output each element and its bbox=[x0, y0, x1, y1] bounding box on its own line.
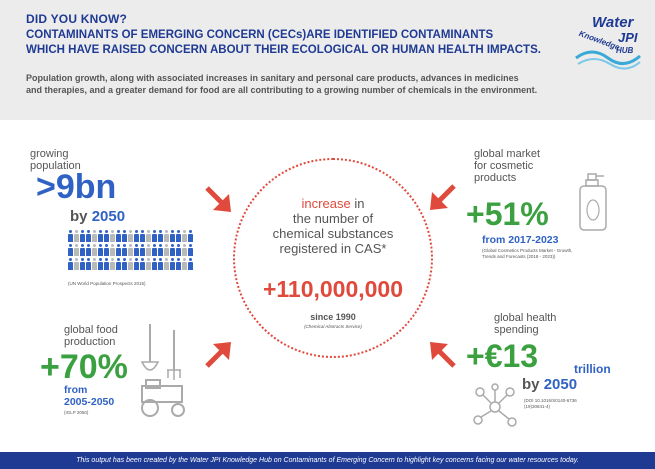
people-icon bbox=[74, 258, 79, 270]
center-source: (Chemical Abstracts Service) bbox=[304, 324, 362, 329]
people-icon bbox=[116, 244, 121, 256]
population-by-year bbox=[70, 208, 125, 225]
center-since: since 1990 bbox=[310, 312, 356, 322]
health-source bbox=[524, 398, 577, 409]
health-source-line-2: (19)30841-4) bbox=[524, 403, 551, 409]
health-unit: trillion bbox=[574, 362, 611, 376]
people-icon bbox=[104, 230, 109, 242]
center-line-3: chemical substances bbox=[272, 226, 394, 241]
people-icon bbox=[140, 244, 145, 256]
cosmetics-period: from 2017-2023 bbox=[482, 234, 559, 246]
people-icon bbox=[140, 230, 145, 242]
arrow-icon-top-right bbox=[426, 182, 458, 214]
health-source-line-1: (DOI 10.1016/S0140-6736 bbox=[524, 398, 577, 403]
people-icon bbox=[116, 258, 121, 270]
center-line-1 bbox=[233, 196, 433, 211]
people-icon bbox=[152, 258, 157, 270]
people-icon bbox=[146, 258, 151, 270]
people-icon bbox=[134, 230, 139, 242]
people-icon bbox=[110, 230, 115, 242]
center-in-word: in bbox=[354, 196, 365, 211]
farming-icons bbox=[134, 322, 196, 420]
cosmetics-label bbox=[474, 148, 540, 184]
cosmetic-bottle-icon bbox=[572, 172, 618, 234]
population-label-line-2: population bbox=[30, 160, 81, 172]
people-icon bbox=[182, 258, 187, 270]
footer-banner: This output has been created by the Water JPI Knowledge Hub on Contaminants of Emerging Concern to highlight key concerns facing our water resources today. bbox=[0, 452, 655, 469]
did-you-know-heading: DID YOU KNOW? bbox=[26, 12, 128, 26]
population-year: 2050 bbox=[91, 208, 126, 225]
people-icon bbox=[152, 230, 157, 242]
population-label-line-1: growing bbox=[30, 148, 69, 160]
people-icon bbox=[92, 258, 97, 270]
arrow-icon-bottom-left bbox=[203, 338, 235, 370]
shovel-icon bbox=[142, 324, 158, 370]
cosmetics-label-line-1: global market bbox=[474, 148, 541, 160]
people-icon bbox=[80, 258, 85, 270]
people-icon bbox=[176, 230, 181, 242]
food-period-years: 2005-2050 bbox=[64, 396, 115, 408]
people-icon bbox=[86, 258, 91, 270]
people-icon bbox=[176, 258, 181, 270]
people-icon bbox=[116, 230, 121, 242]
intro-text bbox=[26, 72, 626, 96]
center-value: +110,000,000 bbox=[262, 276, 404, 302]
population-source: (UN World Population Prospects 2015) bbox=[68, 281, 146, 286]
people-icon bbox=[128, 244, 133, 256]
pitchfork-icon bbox=[167, 330, 181, 380]
food-value: +70% bbox=[40, 348, 128, 386]
people-icon bbox=[134, 258, 139, 270]
center-line-4: registered in CAS* bbox=[279, 241, 387, 256]
people-icon bbox=[164, 258, 169, 270]
health-value: +€13 bbox=[466, 338, 539, 374]
people-icon bbox=[176, 244, 181, 256]
people-icon bbox=[80, 244, 85, 256]
people-icon bbox=[158, 258, 163, 270]
people-icon bbox=[86, 230, 91, 242]
people-icon bbox=[158, 230, 163, 242]
people-icon bbox=[92, 244, 97, 256]
health-year: 2050 bbox=[543, 376, 578, 393]
header-band bbox=[0, 0, 655, 120]
center-line-2: the number of bbox=[292, 211, 374, 226]
logo-word-water: Water bbox=[592, 14, 634, 31]
cosmetics-value: +51% bbox=[466, 196, 549, 232]
people-icon bbox=[164, 244, 169, 256]
intro-line-1: Population growth, along with associated increases in sanitary and personal care products, advances in medicines bbox=[26, 73, 519, 83]
people-icon bbox=[98, 244, 103, 256]
logo-word-knowledge: Knowledge bbox=[577, 28, 621, 53]
people-icon bbox=[146, 244, 151, 256]
people-icon bbox=[122, 230, 127, 242]
people-icon bbox=[158, 244, 163, 256]
food-label-line-1: global food bbox=[64, 324, 118, 336]
health-label-line-2: spending bbox=[494, 324, 539, 336]
people-icon bbox=[110, 244, 115, 256]
headline-line-1: CONTAMINANTS OF EMERGING CONCERN (CECs)ARE IDENTIFIED CONTAMINANTS bbox=[26, 29, 494, 41]
water-jpi-logo bbox=[572, 14, 642, 70]
people-icon bbox=[74, 244, 79, 256]
people-icon bbox=[74, 230, 79, 242]
people-icon bbox=[188, 258, 193, 270]
people-icon bbox=[122, 258, 127, 270]
food-label-line-2: production bbox=[64, 336, 116, 348]
food-period bbox=[64, 384, 114, 408]
people-icon bbox=[170, 244, 175, 256]
people-icon bbox=[104, 244, 109, 256]
headline bbox=[26, 28, 586, 58]
center-description bbox=[233, 196, 433, 256]
people-icon bbox=[86, 244, 91, 256]
people-icon bbox=[182, 230, 187, 242]
people-icon bbox=[188, 230, 193, 242]
health-label bbox=[494, 312, 556, 336]
food-label bbox=[64, 324, 118, 348]
population-by-text: by bbox=[70, 208, 88, 225]
people-row bbox=[68, 244, 193, 256]
people-icon bbox=[92, 230, 97, 242]
health-by-text: by bbox=[522, 376, 540, 393]
people-icon bbox=[68, 244, 73, 256]
cosmetics-label-line-2: for cosmetic bbox=[474, 160, 534, 172]
health-by-year bbox=[522, 376, 577, 393]
people-row bbox=[68, 230, 193, 242]
intro-line-2: and therapies, and a greater demand for food are all contributing to a growing number of chemicals in the environment. bbox=[26, 85, 538, 95]
people-icon bbox=[128, 230, 133, 242]
molecule-icon bbox=[470, 382, 520, 432]
arrow-icon-bottom-right bbox=[426, 338, 458, 370]
people-grid bbox=[68, 230, 193, 272]
people-icon bbox=[128, 258, 133, 270]
people-icon bbox=[152, 244, 157, 256]
people-icon bbox=[68, 230, 73, 242]
logo-word-hub: HUB bbox=[616, 46, 634, 55]
cosmetics-source-line-2: Trends and Forecasts (2018 - 2023)) bbox=[482, 253, 556, 259]
cosmetics-source bbox=[482, 248, 573, 259]
people-icon bbox=[98, 230, 103, 242]
people-icon bbox=[188, 244, 193, 256]
center-increase-word: increase bbox=[301, 196, 351, 211]
people-icon bbox=[170, 230, 175, 242]
arrow-icon-top-left bbox=[203, 184, 235, 216]
tractor-icon bbox=[142, 380, 184, 416]
people-icon bbox=[140, 258, 145, 270]
people-icon bbox=[146, 230, 151, 242]
people-row bbox=[68, 258, 193, 270]
people-icon bbox=[164, 230, 169, 242]
headline-line-2: WHICH HAVE RAISED CONCERN ABOUT THEIR ECOLOGICAL OR HUMAN HEALTH IMPACTS. bbox=[26, 44, 541, 56]
people-icon bbox=[110, 258, 115, 270]
cosmetics-source-line-1: (Global Cosmetics Products Market - Growth, bbox=[482, 248, 573, 253]
food-source: (IGLP 2050) bbox=[64, 410, 89, 415]
people-icon bbox=[80, 230, 85, 242]
health-label-line-1: global health bbox=[494, 312, 557, 324]
logo-word-jpi: JPI bbox=[618, 30, 638, 45]
food-from: from bbox=[64, 384, 88, 396]
cosmetics-label-line-3: products bbox=[474, 172, 517, 184]
people-icon bbox=[98, 258, 103, 270]
people-icon bbox=[122, 244, 127, 256]
population-value: >9bn bbox=[36, 168, 117, 206]
people-icon bbox=[182, 244, 187, 256]
people-icon bbox=[104, 258, 109, 270]
people-icon bbox=[68, 258, 73, 270]
people-icon bbox=[134, 244, 139, 256]
people-icon bbox=[170, 258, 175, 270]
